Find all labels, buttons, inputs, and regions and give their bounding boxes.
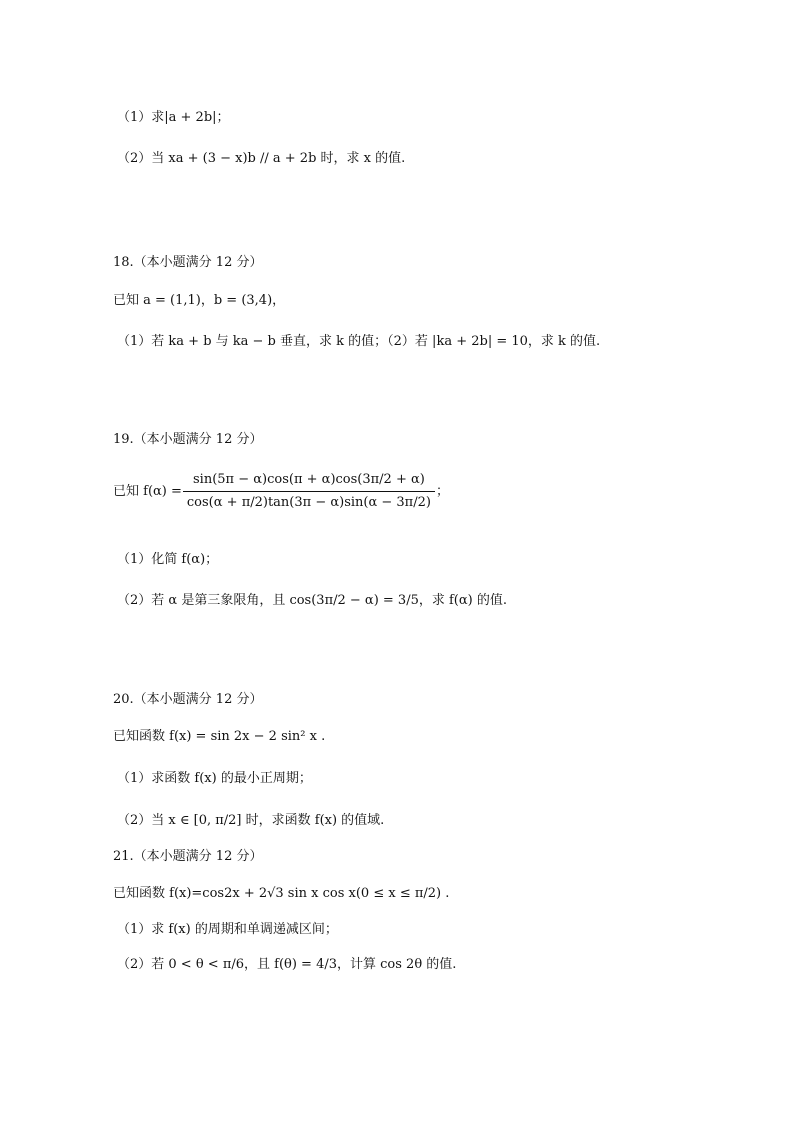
q19-heading: 19.（本小题满分 12 分） [113, 432, 263, 447]
q19-part1: （1）化简 f(α)； [117, 552, 219, 567]
q19-fraction [183, 469, 435, 514]
q21-given: 已知函数 f(x)=cos2x + 2√3 sin x cos x(0 ≤ x ≤ π/2) . [113, 886, 450, 901]
q18-given: 已知 a = (1,1)，b = (3,4)， [113, 293, 286, 308]
q18-heading: 18.（本小题满分 12 分） [113, 255, 263, 270]
q20-part1: （1）求函数 f(x) 的最小正周期； [117, 771, 312, 786]
q19-part2: （2）若 α 是第三象限角，且 cos(3π/2 − α) = 3/5，求 f(α) 的值. [117, 593, 507, 608]
q20-given: 已知函数 f(x) = sin 2x − 2 sin² x . [113, 729, 326, 744]
q19-numerator: sin(5π − α)cos(π + α)cos(3π/2 + α) [183, 469, 435, 492]
q17-part1: （1）求|a + 2b|； [117, 110, 230, 125]
q21-part2: （2）若 0 < θ < π/6，且 f(θ) = 4/3，计算 cos 2θ 的值. [117, 957, 457, 972]
q19-denominator: cos(α + π/2)tan(3π − α)sin(α − 3π/2) [186, 495, 431, 510]
q21-heading: 21.（本小题满分 12 分） [113, 849, 263, 864]
q17-part2: （2）当 xa + (3 − x)b // a + 2b 时，求 x 的值. [117, 151, 406, 166]
q21-part1: （1）求 f(x) 的周期和单调递减区间； [117, 922, 338, 937]
q19-end: ； [435, 484, 449, 499]
q20-part2: （2）当 x ∈ [0, π/2] 时，求函数 f(x) 的值域. [117, 813, 385, 828]
q18-parts: （1）若 ka + b 与 ka − b 垂直，求 k 的值；（2）若 |ka + 2b| = 10，求 k 的值. [117, 334, 601, 349]
q19-lead: 已知 f(α) = [113, 484, 182, 499]
q20-heading: 20.（本小题满分 12 分） [113, 692, 263, 707]
q19-given [113, 468, 449, 516]
